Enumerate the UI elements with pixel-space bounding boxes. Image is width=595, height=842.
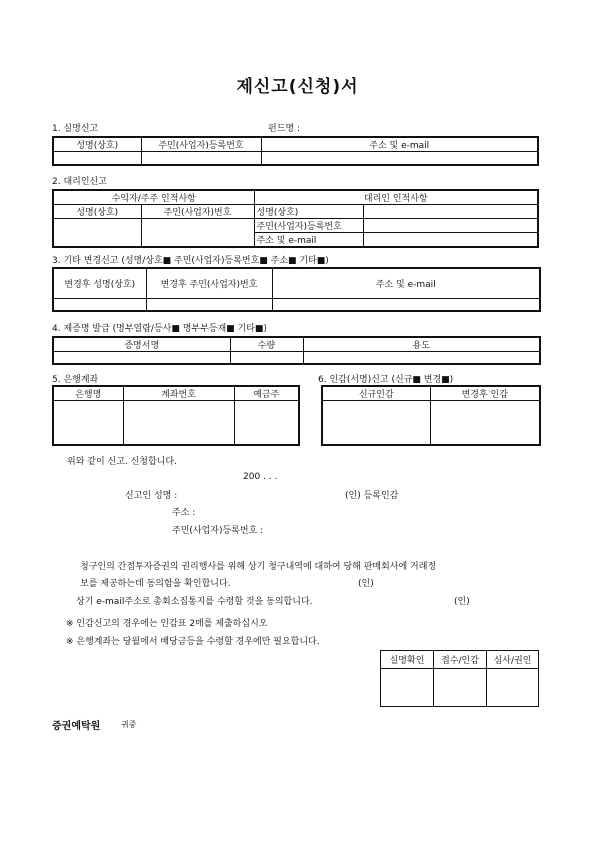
agent-info-header: 대리인 인적사항 (254, 190, 538, 205)
section-6-label: 6. 인감(서명)신고 (신규■ 변경■) (318, 375, 454, 385)
quantity-field[interactable] (230, 352, 303, 364)
registered-seal-label: (인) 등록인감 (345, 491, 399, 501)
confirm-real-name-box[interactable] (381, 669, 434, 707)
section-1-label: 1. 실명신고 (52, 124, 99, 134)
agent-table (52, 189, 539, 248)
agent-name-label: 성명(상호) (254, 205, 363, 219)
new-seal-field[interactable] (322, 401, 430, 445)
col-new-address: 주소 및 e-mail (272, 268, 540, 298)
holder-info-header: 수익자/주주 인적사항 (53, 190, 254, 205)
recipient-org: 증권예탁원 (52, 721, 101, 732)
col-account-holder: 예금주 (234, 386, 299, 401)
new-id-field[interactable] (146, 298, 272, 311)
address-email-field[interactable] (261, 152, 538, 165)
col-address-email: 주소 및 e-mail (261, 137, 538, 152)
consent-line-1: 청구인의 간접투자증권의 권리행사를 위해 상기 청구내역에 대하여 당해 판매회사에 거래정 (80, 562, 437, 572)
purpose-field[interactable] (303, 352, 540, 364)
col-new-id: 변경후 주민(사업자)번호 (146, 268, 272, 298)
applicant-id-label: 주민(사업자)등록번호 : (172, 526, 264, 536)
confirm-review: 심사/권인 (487, 651, 539, 669)
account-holder-field[interactable] (234, 401, 299, 445)
holder-name-col: 성명(상호) (53, 205, 141, 219)
seal-table (321, 385, 541, 446)
new-name-field[interactable] (53, 298, 146, 311)
name-field[interactable] (53, 152, 141, 165)
consent-seal-1: (인) (358, 579, 374, 589)
confirm-receipt: 접수/인감 (434, 651, 487, 669)
certificate-table (52, 336, 541, 365)
changed-seal-field[interactable] (430, 401, 540, 445)
bank-name-field[interactable] (53, 401, 123, 445)
applicant-name-label: 신고인 성명 : (125, 491, 178, 501)
holder-id-field[interactable] (141, 219, 254, 248)
account-number-field[interactable] (123, 401, 234, 445)
section-3-label: 3. 기타 변경신고 (성명/상호■ 주민(사업자)등록번호■ 주소■ 기타■) (52, 256, 329, 266)
agent-address-field[interactable] (363, 233, 538, 248)
cert-name-field[interactable] (53, 352, 230, 364)
consent-line-3: 상기 e-mail주소로 총회소집통지를 수령할 것을 동의합니다. (76, 597, 313, 607)
applicant-address-label: 주소 : (172, 508, 196, 518)
confirm-real-name: 실명확인 (381, 651, 434, 669)
agent-id-label: 주민(사업자)등록번호 (254, 219, 363, 233)
section-5-label: 5. 은행계좌 (52, 375, 99, 385)
col-bank-name: 은행명 (53, 386, 123, 401)
agent-id-field[interactable] (363, 219, 538, 233)
new-address-field[interactable] (272, 298, 540, 311)
section-2-label: 2. 대리인신고 (52, 177, 107, 187)
col-name: 성명(상호) (53, 137, 141, 152)
declaration-text: 위와 같이 신고. 신청합니다. (67, 457, 177, 467)
agent-name-field[interactable] (363, 205, 538, 219)
confirm-review-box[interactable] (487, 669, 539, 707)
note-bank: ※ 은행계좌는 당월에서 배당금등을 수령할 경우에만 필요합니다. (66, 637, 320, 647)
col-changed-seal: 변경후 인감 (430, 386, 540, 401)
recipient-suffix: 귀중 (121, 720, 137, 729)
col-cert-name: 증명서명 (53, 337, 230, 352)
other-change-table (52, 267, 541, 312)
id-number-field[interactable] (141, 152, 261, 165)
col-account-number: 계좌번호 (123, 386, 234, 401)
confirm-receipt-box[interactable] (434, 669, 487, 707)
col-new-name: 변경후 성명(상호) (53, 268, 146, 298)
confirm-table (380, 650, 539, 707)
consent-seal-2: (인) (454, 597, 470, 607)
holder-name-field[interactable] (53, 219, 141, 248)
consent-line-2: 보를 제공하는데 동의함을 확인합니다. (80, 579, 231, 589)
real-name-table (52, 136, 539, 166)
page-title: 제신고(신청)서 (236, 77, 359, 97)
col-purpose: 용도 (303, 337, 540, 352)
date-line[interactable]: 200 . . . (243, 472, 278, 482)
col-id-number: 주민(사업자)등록번호 (141, 137, 261, 152)
col-quantity: 수량 (230, 337, 303, 352)
note-seal: ※ 인감신고의 경우에는 인감표 2매를 제출하십시오 (66, 619, 268, 629)
col-new-seal: 신규인감 (322, 386, 430, 401)
section-4-label: 4. 제증명 발급 (명부열람/등사■ 명부부등재■ 기타■) (52, 324, 267, 334)
holder-id-col: 주민(사업자)번호 (141, 205, 254, 219)
fund-name-label: 펀드명 : (268, 124, 300, 134)
bank-account-table (52, 385, 300, 446)
agent-address-label: 주소 및 e-mail (254, 233, 363, 248)
